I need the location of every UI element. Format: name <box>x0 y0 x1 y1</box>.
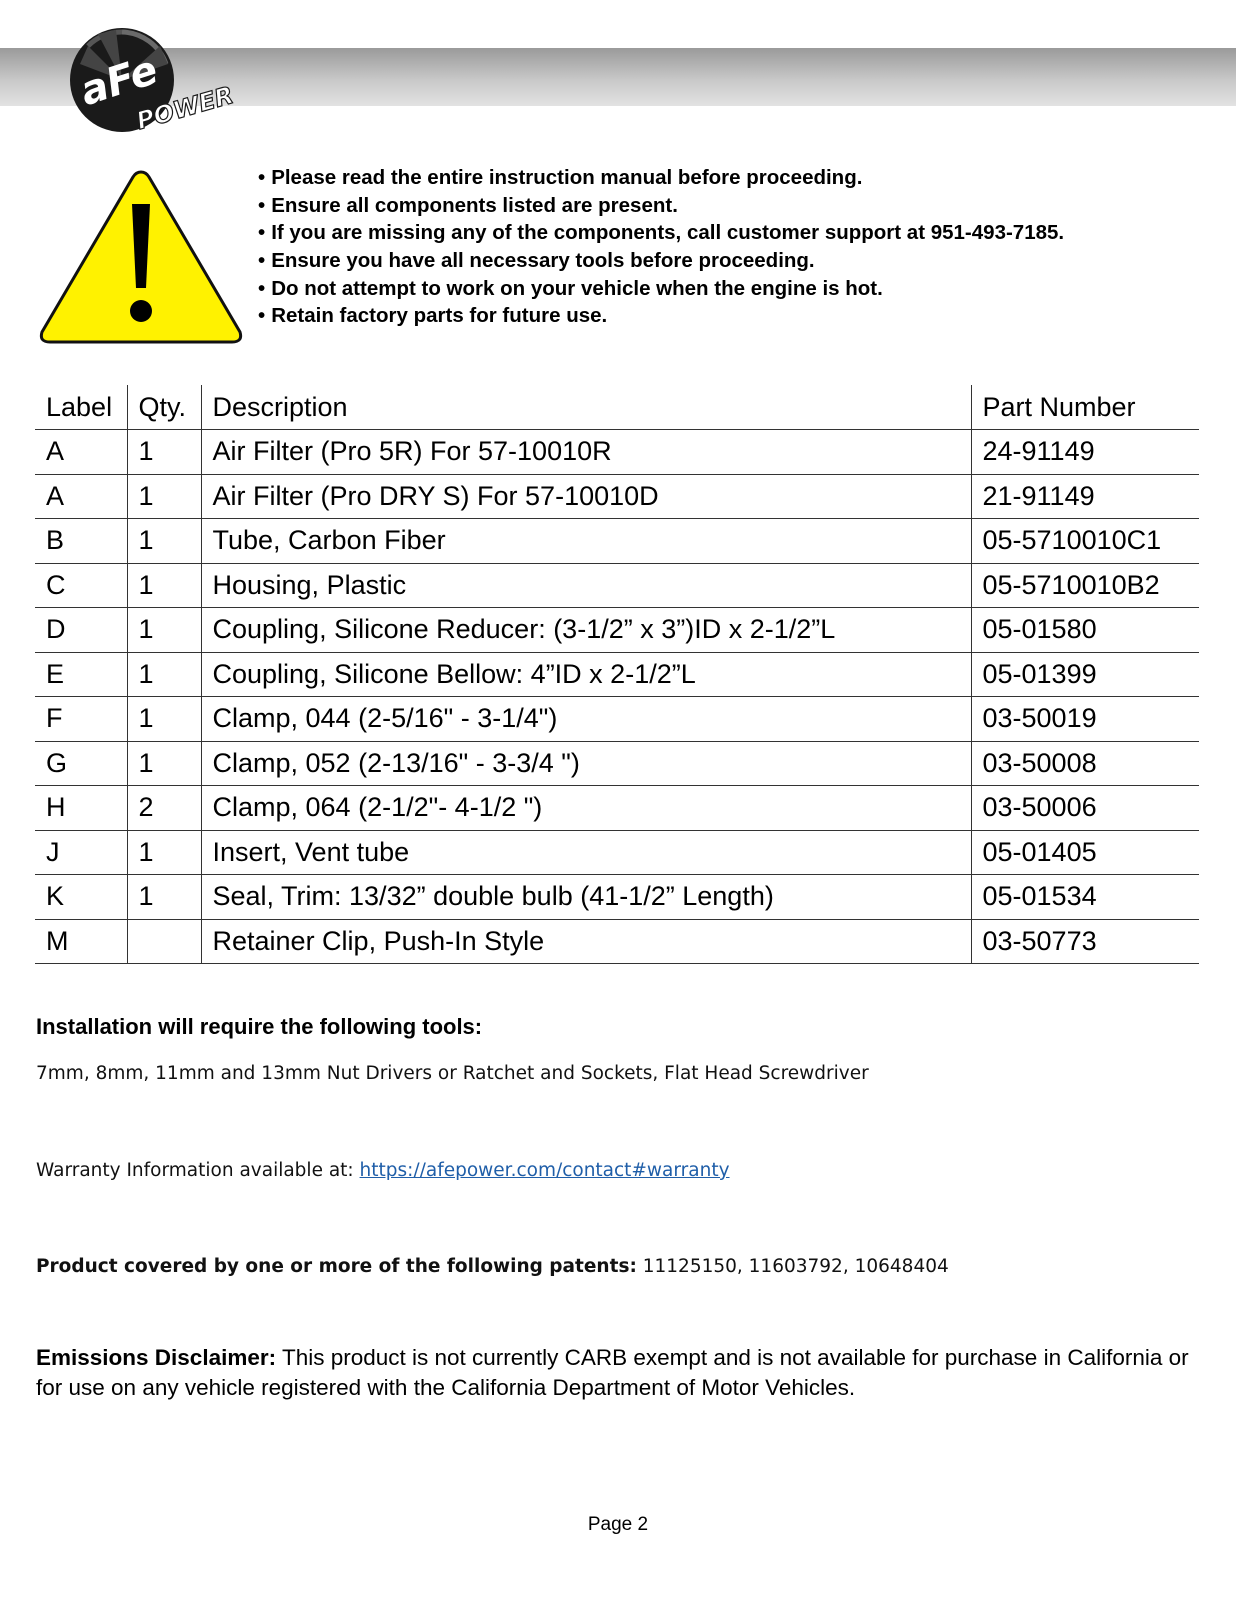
page-number: Page 2 <box>587 1514 649 1535</box>
cell-description: Retainer Clip, Push-In Style <box>201 919 971 964</box>
cell-description: Air Filter (Pro 5R) For 57-10010R <box>201 430 971 475</box>
tools-heading: Installation will require the following tools: <box>36 1014 483 1039</box>
cell-part-number: 21-91149 <box>971 474 1199 519</box>
table-row <box>35 474 1199 519</box>
safety-note: • If you are missing any of the components, call customer support at 951-493-7185. <box>258 219 1064 247</box>
emissions-label: Emissions Disclaimer: <box>36 1345 277 1370</box>
emissions-disclaimer <box>36 1343 1206 1403</box>
cell-description: Housing, Plastic <box>201 563 971 608</box>
cell-description: Tube, Carbon Fiber <box>201 519 971 564</box>
cell-label: G <box>35 741 127 786</box>
patents-info <box>36 1256 949 1277</box>
safety-note: • Ensure you have all necessary tools before proceeding. <box>258 247 1064 275</box>
cell-qty <box>127 919 201 964</box>
cell-qty: 1 <box>127 519 201 564</box>
cell-label: B <box>35 519 127 564</box>
cell-description: Clamp, 064 (2-1/2"- 4-1/2 ") <box>201 786 971 831</box>
column-header-description: Description <box>201 385 971 430</box>
cell-label: K <box>35 875 127 920</box>
column-header-part-number: Part Number <box>971 385 1199 430</box>
cell-description: Air Filter (Pro DRY S) For 57-10010D <box>201 474 971 519</box>
cell-part-number: 05-01534 <box>971 875 1199 920</box>
cell-qty: 2 <box>127 786 201 831</box>
warranty-link[interactable]: https://afepower.com/contact#warranty <box>359 1160 730 1181</box>
afe-power-logo <box>68 24 248 136</box>
cell-part-number: 03-50773 <box>971 919 1199 964</box>
table-row <box>35 519 1199 564</box>
column-header-qty: Qty. <box>127 385 201 430</box>
cell-part-number: 05-01580 <box>971 608 1199 653</box>
table-row <box>35 563 1199 608</box>
cell-description: Coupling, Silicone Reducer: (3-1/2” x 3”)ID x 2-1/2”L <box>201 608 971 653</box>
cell-part-number: 03-50008 <box>971 741 1199 786</box>
cell-part-number: 05-01405 <box>971 830 1199 875</box>
cell-label: M <box>35 919 127 964</box>
cell-qty: 1 <box>127 830 201 875</box>
cell-description: Coupling, Silicone Bellow: 4”ID x 2-1/2”L <box>201 652 971 697</box>
logo-text: aFe <box>74 47 164 116</box>
cell-label: E <box>35 652 127 697</box>
cell-qty: 1 <box>127 741 201 786</box>
safety-note: • Please read the entire instruction manual before proceeding. <box>258 164 1064 192</box>
parts-table <box>35 385 1199 964</box>
table-header-row <box>35 385 1199 430</box>
safety-note: • Do not attempt to work on your vehicle when the engine is hot. <box>258 275 1064 303</box>
cell-description: Insert, Vent tube <box>201 830 971 875</box>
cell-label: F <box>35 697 127 742</box>
cell-label: D <box>35 608 127 653</box>
cell-qty: 1 <box>127 875 201 920</box>
logo-subtext: POWER <box>133 81 237 136</box>
cell-label: A <box>35 474 127 519</box>
cell-qty: 1 <box>127 430 201 475</box>
emissions-text: This product is not currently CARB exempt and is not available for purchase in California or for use on any vehicle registered with the California Department of Motor Vehicles. <box>36 1345 1189 1400</box>
table-row <box>35 786 1199 831</box>
table-row <box>35 652 1199 697</box>
safety-note: • Ensure all components listed are present. <box>258 192 1064 220</box>
table-row <box>35 875 1199 920</box>
cell-qty: 1 <box>127 563 201 608</box>
table-row <box>35 608 1199 653</box>
table-row <box>35 919 1199 964</box>
patent-numbers: 11125150, 11603792, 10648404 <box>636 1256 949 1277</box>
warranty-info <box>36 1160 730 1181</box>
cell-label: C <box>35 563 127 608</box>
cell-label: H <box>35 786 127 831</box>
cell-part-number: 05-5710010C1 <box>971 519 1199 564</box>
warranty-label: Warranty Information available at: <box>36 1160 360 1181</box>
table-row <box>35 830 1199 875</box>
cell-qty: 1 <box>127 474 201 519</box>
cell-part-number: 05-01399 <box>971 652 1199 697</box>
safety-notes-list <box>258 164 1064 330</box>
tools-list: 7mm, 8mm, 11mm and 13mm Nut Drivers or Ratchet and Sockets, Flat Head Screwdriver <box>36 1063 869 1084</box>
safety-note: • Retain factory parts for future use. <box>258 302 1064 330</box>
cell-description: Clamp, 052 (2-13/16" - 3-3/4 ") <box>201 741 971 786</box>
parts-table-body <box>35 430 1199 964</box>
warning-triangle-icon <box>36 166 246 348</box>
cell-qty: 1 <box>127 652 201 697</box>
table-row <box>35 430 1199 475</box>
cell-part-number: 03-50019 <box>971 697 1199 742</box>
cell-part-number: 05-5710010B2 <box>971 563 1199 608</box>
table-row <box>35 697 1199 742</box>
column-header-label: Label <box>35 385 127 430</box>
cell-qty: 1 <box>127 608 201 653</box>
patents-label: Product covered by one or more of the following patents: <box>36 1256 637 1277</box>
cell-label: A <box>35 430 127 475</box>
cell-qty: 1 <box>127 697 201 742</box>
cell-part-number: 03-50006 <box>971 786 1199 831</box>
cell-description: Clamp, 044 (2-5/16" - 3-1/4") <box>201 697 971 742</box>
cell-description: Seal, Trim: 13/32” double bulb (41-1/2” Length) <box>201 875 971 920</box>
table-row <box>35 741 1199 786</box>
cell-part-number: 24-91149 <box>971 430 1199 475</box>
cell-label: J <box>35 830 127 875</box>
